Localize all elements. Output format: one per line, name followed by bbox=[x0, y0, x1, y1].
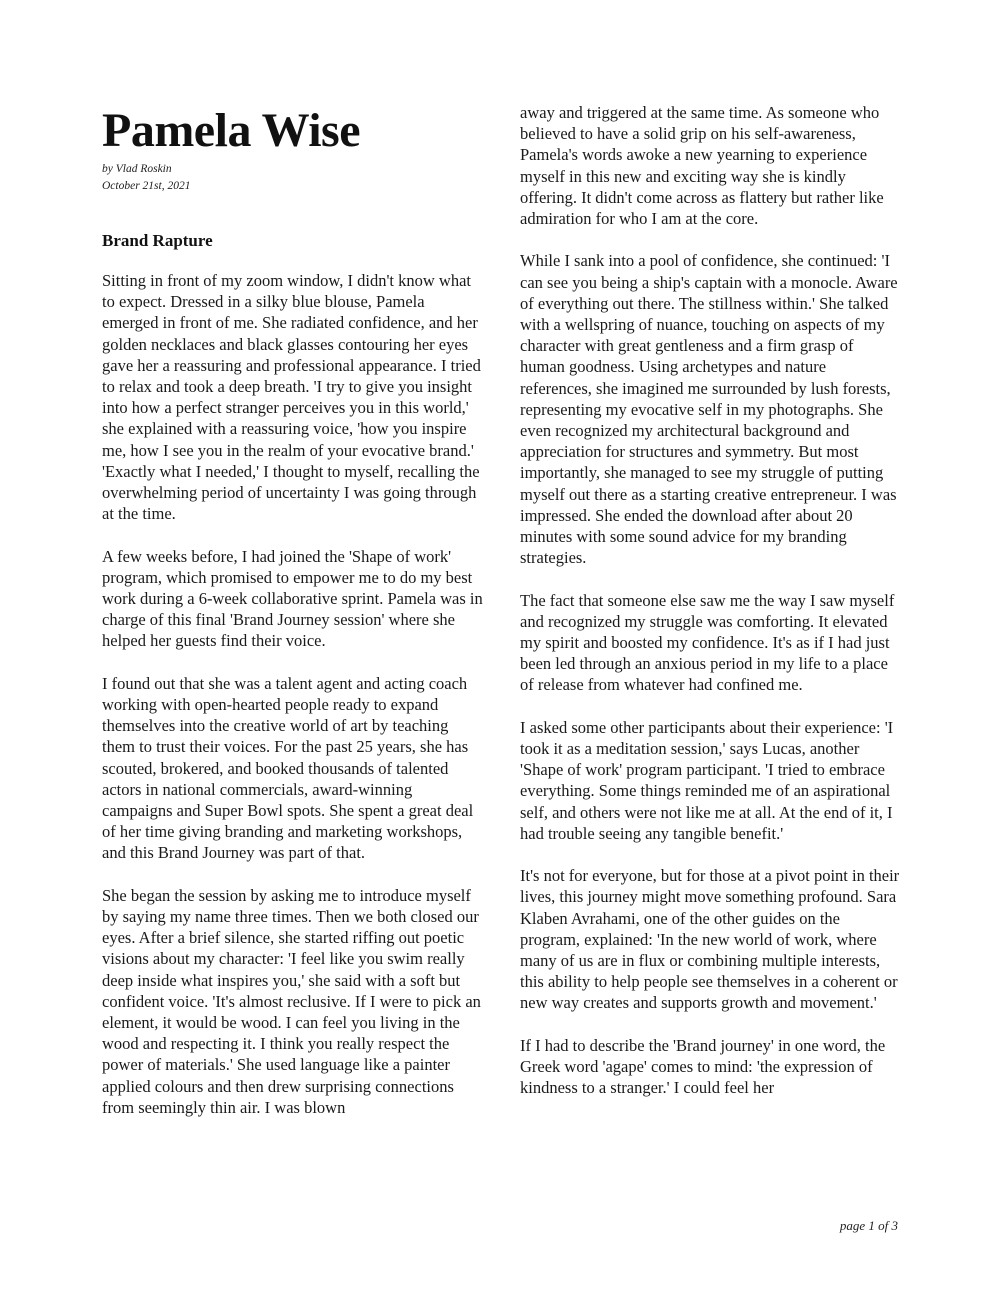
paragraph: I asked some other participants about their experience: 'I took it as a meditation session,' says Lucas, another 'Shape of work' program participant. 'I tried to embrace everything. Some things reminded me of an aspirational self, and others were not like me at all. At the end of it, I had trouble seeing any tangible benefit.' bbox=[520, 717, 894, 843]
paragraph: away and triggered at the same time. As someone who believed to have a solid grip on his self-awareness, Pamela's words awoke a new yearning to experience myself in this new and exciting way she is kindly offering. It didn't come across as flattery but rather like admiration for who I am at the core. bbox=[520, 103, 884, 229]
right-column bbox=[520, 102, 902, 1120]
paragraph: While I sank into a pool of confidence, she continued: 'I can see you being a ship's captain with a monocle. Aware of everything out there. The stillness within.' She talked with a wellspring of nuance, touching on aspects of my character with great gentleness and a firm grasp of human goodness. Using archetypes and nature references, she imagined me surrounded by lush forests, representing my evocative self in my photographs. She even recognized my architectural background and appreciation for structures and symmetry. But most importantly, she managed to see my struggle of putting myself out there as a starting creative entrepreneur. I was impressed. She ended the download after about 20 minutes with some sound advice for my branding strategies. bbox=[520, 251, 898, 568]
article-title: Pamela Wise bbox=[102, 104, 361, 157]
paragraph: The fact that someone else saw me the way I saw myself and recognized my struggle was comforting. It elevated my spirit and boosted my confidence. It's as if I had just been led through an anxious period in my life to a place of release from whatever had confined me. bbox=[520, 590, 895, 695]
paragraph: She began the session by asking me to introduce myself by saying my name three times. Then we both closed our eyes. After a brief silence, she started riffing out poetic visions about my character: 'I feel like you swim really deep inside what inspires you,' she said with a soft but confident voice. 'It's almost reclusive. If I were to pick an element, it would be wood. I can feel you living in the wood and respecting it. I think you really respect the power of materials.' She used language like a painter applied colours and then drew surprising connections from seemingly thin air. I was blown bbox=[102, 885, 481, 1117]
paragraph: It's not for everyone, but for those at a pivot point in their lives, this journey might move something profound. Sara Klaben Avrahami, one of the other guides on the program, explained: 'In the new world of work, where many of us are in flux or combining multiple interests, this ability to help people see themselves in a coherent or new way creates and supports growth and movement.' bbox=[520, 866, 900, 1013]
paragraph: If I had to describe the 'Brand journey' in one word, the Greek word 'agape' comes to mind: 'the expression of kindness to a stranger.' I could feel her bbox=[520, 1035, 886, 1098]
left-column bbox=[102, 102, 484, 1139]
author-byline: by Vlad Roskin bbox=[102, 163, 172, 175]
paragraph: Sitting in front of my zoom window, I didn't know what to expect. Dressed in a silky blue blouse, Pamela emerged in front of me. She radiated confidence, and her golden necklaces and black glasses contouring her eyes gave her a reassuring and professional appearance. I tried to relax and took a deep breath. 'I try to give you insight into how a perfect stranger perceives you in this world,' she explained with a reassuring voice, 'how you inspire me, how I see you in the realm of your evocative brand.' 'Exactly what I needed,' I thought to myself, recalling the overwhelming period of uncertainty I was going through at the time. bbox=[102, 271, 481, 524]
publish-date: October 21st, 2021 bbox=[102, 180, 191, 192]
paragraph: A few weeks before, I had joined the 'Shape of work' program, which promised to empower me to do my best work during a 6-week collaborative sprint. Pamela was in charge of this final 'Brand Journey session' where she helped her guests find their voice. bbox=[102, 546, 483, 651]
section-heading: Brand Rapture bbox=[102, 231, 213, 250]
paragraph: I found out that she was a talent agent and acting coach working with open-hearted people ready to expand themselves into the creative world of art by teaching them to trust their voices. For the past 25 years, she has scouted, brokered, and booked thousands of talented actors in national commercials, award-winning campaigns and Super Bowl spots. She spent a great deal of her time giving branding and marketing workshops, and this Brand Journey was part of that. bbox=[102, 673, 474, 863]
page-number: page 1 of 3 bbox=[839, 1218, 898, 1233]
